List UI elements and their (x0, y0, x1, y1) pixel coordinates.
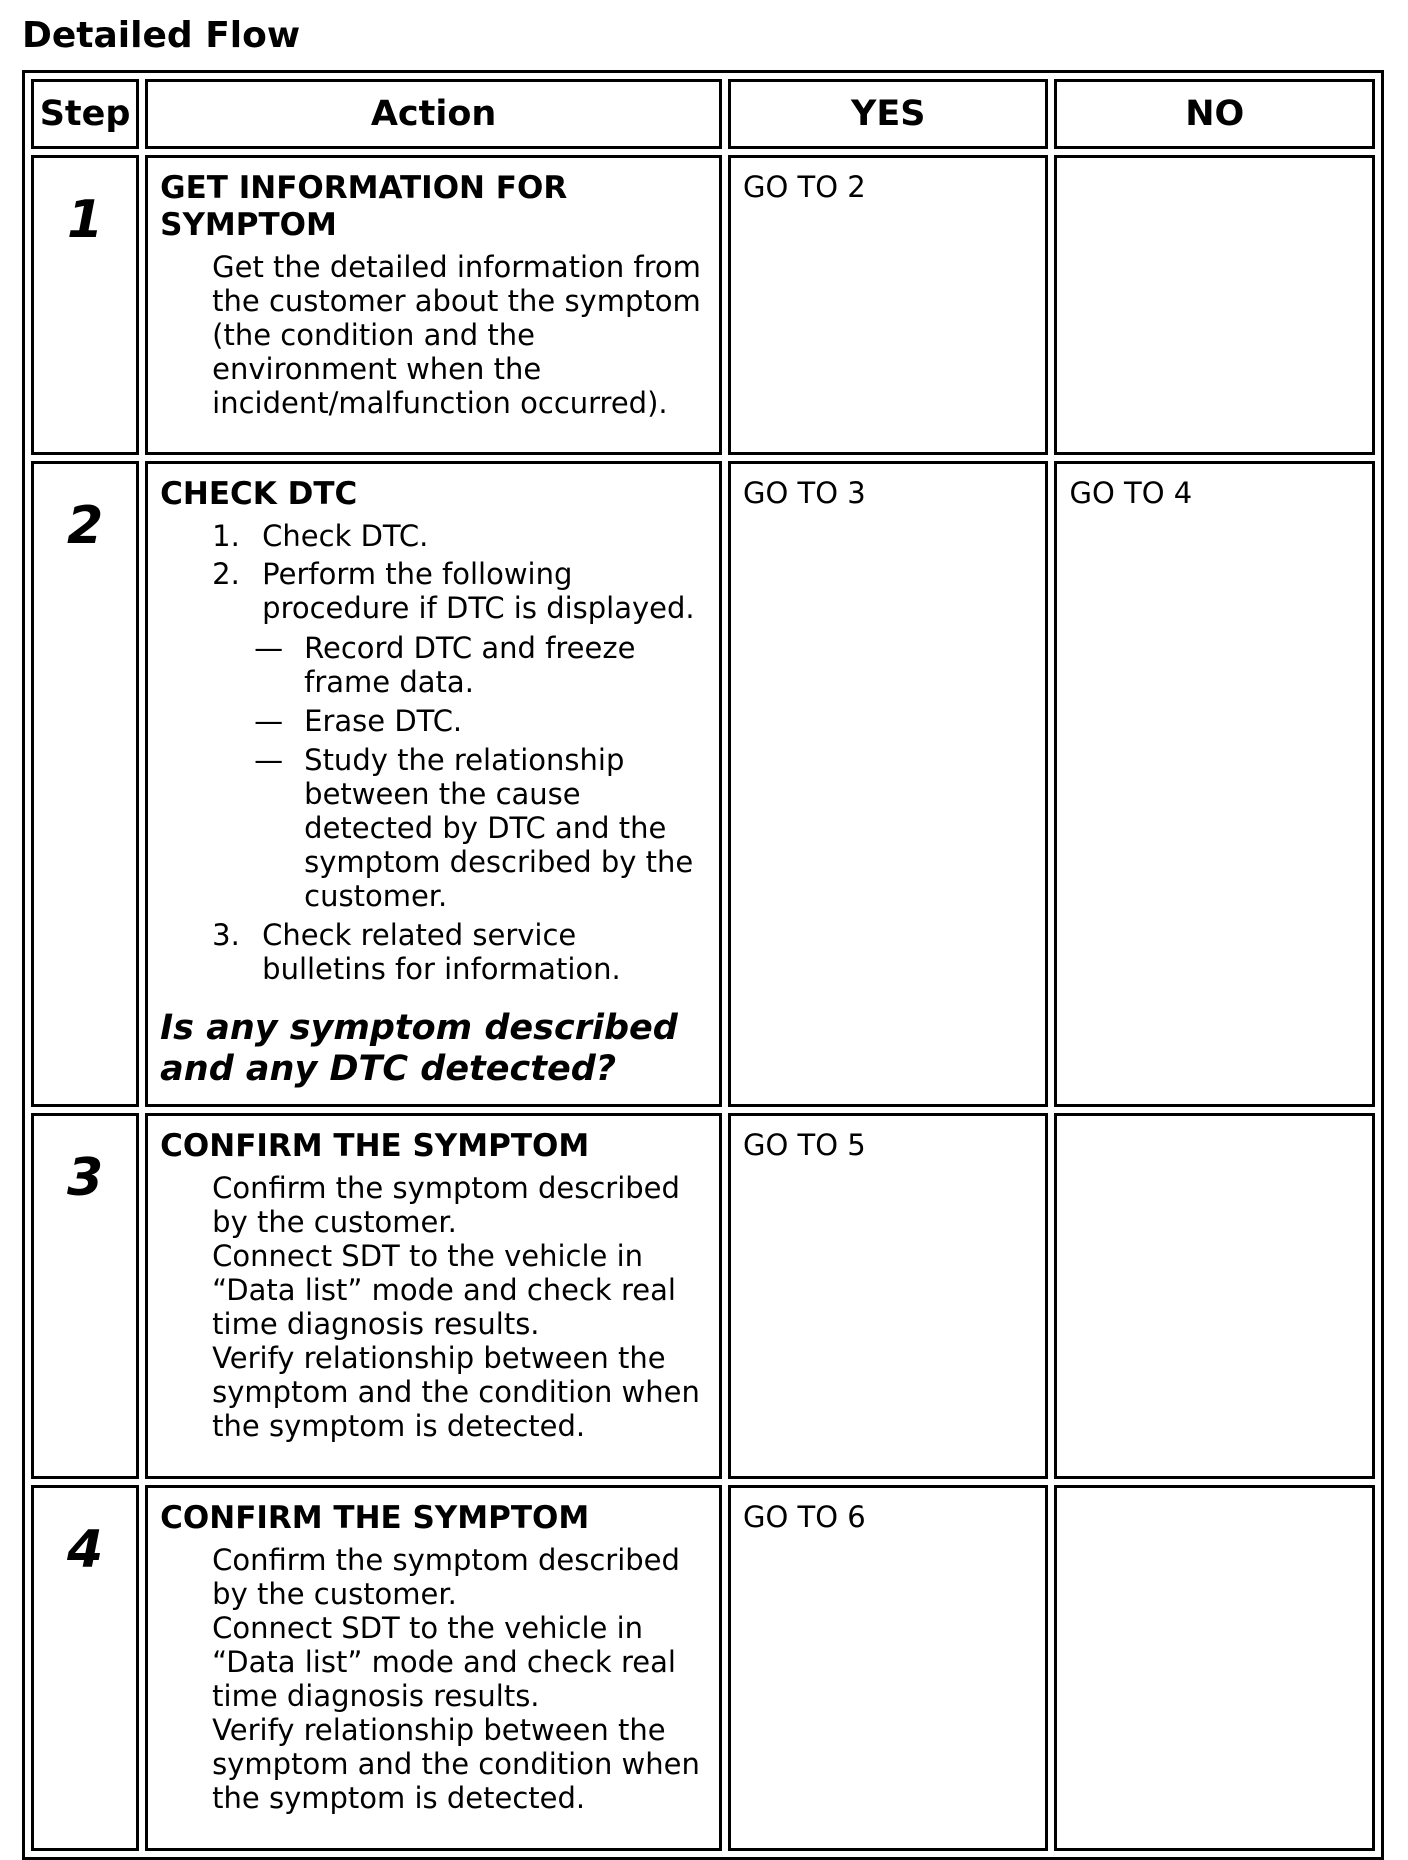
list-item-text: Check related service bulletins for information. (262, 918, 621, 986)
description-line: Connect SDT to the vehicle in “Data list” mode and check real time diagnosis results. (212, 1239, 676, 1341)
action-title: CONFIRM THE SYMPTOM (160, 1128, 590, 1164)
sub-list-item-text: Record DTC and freeze frame data. (304, 631, 636, 699)
description-line: Confirm the symptom described by the customer. (212, 1171, 680, 1239)
step-number-cell (31, 155, 139, 455)
list-item-text: Perform the following procedure if DTC is displayed. (262, 557, 695, 625)
no-cell (1054, 1113, 1375, 1479)
no-cell (1054, 155, 1375, 455)
yes-cell: GO TO 3 (728, 461, 1048, 1107)
no-cell: GO TO 4 (1054, 461, 1375, 1107)
action-cell (145, 155, 722, 455)
header-step: Step (31, 79, 139, 149)
action-cell (145, 461, 722, 1107)
list-item-text: Check DTC. (262, 519, 429, 553)
list-item-number: 2. (212, 557, 240, 591)
dash-bullet: — (254, 704, 284, 738)
action-title: GET INFORMATION FOR SYMPTOM (160, 170, 568, 243)
table-row (31, 155, 1375, 455)
decision-question: Is any symptom described and any DTC detected? (160, 1008, 678, 1089)
action-cell (145, 1113, 722, 1479)
table-row (31, 1113, 1375, 1479)
action-description (212, 1543, 705, 1815)
description-line: Verify relationship between the symptom and the condition when the symptom is detected. (212, 1341, 700, 1443)
yes-cell: GO TO 2 (728, 155, 1048, 455)
procedure-list (160, 519, 705, 986)
no-cell (1054, 1485, 1375, 1851)
table-row (31, 461, 1375, 1107)
description-line: Verify relationship between the symptom and the condition when the symptom is detected. (212, 1713, 700, 1815)
action-title: CHECK DTC (160, 476, 358, 512)
yes-cell: GO TO 6 (728, 1485, 1048, 1851)
step-number: 2 (66, 496, 104, 556)
description-line: Confirm the symptom described by the customer. (212, 1543, 680, 1611)
step-number: 3 (66, 1148, 104, 1208)
header-action: Action (145, 79, 722, 149)
action-description (212, 1171, 705, 1443)
header-yes: YES (728, 79, 1048, 149)
sub-list-item (254, 743, 705, 913)
step-number: 4 (66, 1520, 104, 1580)
sub-procedure-list (254, 631, 705, 913)
sub-list-item-text: Study the relationship between the cause detected by DTC and the symptom described by the customer. (304, 743, 694, 913)
action-description: Get the detailed information from the customer about the symptom (the condition and the environment when the incident/malfunction occurred). (212, 250, 701, 420)
table-row (31, 1485, 1375, 1851)
step-number: 1 (66, 190, 104, 250)
list-item (160, 918, 705, 986)
action-cell (145, 1485, 722, 1851)
action-title: CONFIRM THE SYMPTOM (160, 1500, 590, 1536)
detailed-flow-table (22, 70, 1384, 1860)
table-header-row (31, 79, 1375, 149)
dash-bullet: — (254, 631, 284, 665)
list-item (160, 557, 705, 913)
yes-cell: GO TO 5 (728, 1113, 1048, 1479)
sub-list-item-text: Erase DTC. (304, 704, 463, 738)
description-line: Connect SDT to the vehicle in “Data list” mode and check real time diagnosis results. (212, 1611, 676, 1713)
step-number-cell (31, 1113, 139, 1479)
sub-list-item (254, 704, 705, 738)
step-number-cell (31, 1485, 139, 1851)
page-title: Detailed Flow (22, 15, 301, 56)
list-item-number: 1. (212, 519, 240, 553)
list-item (160, 519, 705, 553)
dash-bullet: — (254, 743, 284, 777)
list-item-number: 3. (212, 918, 240, 952)
sub-list-item (254, 631, 705, 699)
step-number-cell (31, 461, 139, 1107)
header-no: NO (1054, 79, 1375, 149)
